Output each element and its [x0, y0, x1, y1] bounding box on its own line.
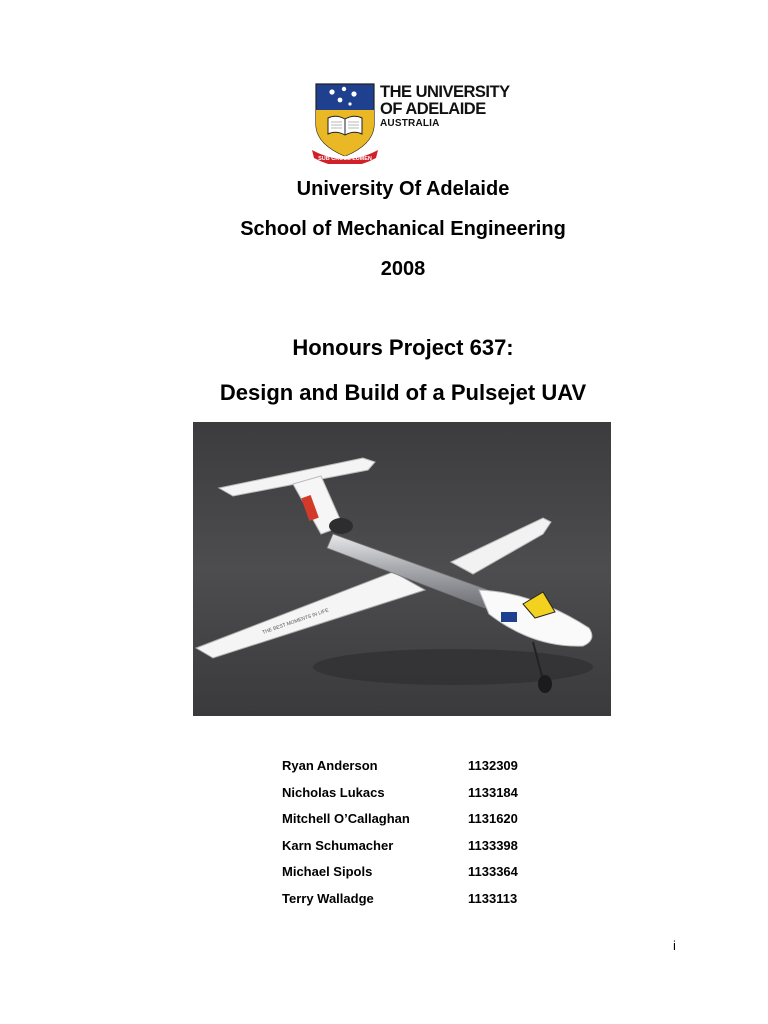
student-id: 1132309 — [468, 758, 518, 773]
student-id: 1133184 — [468, 785, 518, 800]
year-heading: 2008 — [380, 258, 426, 280]
member-name: Nicholas Lukacs — [282, 785, 385, 800]
student-id: 1133113 — [468, 891, 518, 906]
pulsejet-uav-icon — [193, 422, 611, 716]
team-member-row — [282, 785, 542, 805]
page-number: i — [673, 938, 676, 953]
project-number: Honours Project 637: — [292, 335, 514, 360]
member-name: Karn Schumacher — [282, 838, 394, 853]
member-name: Michael Sipols — [282, 864, 373, 879]
university-crest-icon — [310, 80, 380, 164]
team-member-row — [282, 758, 542, 778]
team-member-row — [282, 838, 542, 858]
school-heading: School of Mechanical Engineering — [240, 218, 566, 240]
member-name: Ryan Anderson — [282, 758, 378, 773]
logo-title-line2: OF ADELAIDE — [380, 100, 486, 118]
member-name: Terry Walladge — [282, 891, 374, 906]
student-id: 1131620 — [468, 811, 518, 826]
student-id: 1133398 — [468, 838, 518, 853]
university-logo — [310, 80, 510, 164]
project-title: Design and Build of a Pulsejet UAV — [219, 380, 587, 405]
svg-text:SUB CRUCE LUMEN: SUB CRUCE LUMEN — [318, 156, 372, 162]
svg-text:THE BEST MOMENTS IN LIFE: THE BEST MOMENTS IN LIFE — [261, 607, 330, 636]
team-member-row — [282, 891, 542, 911]
uav-photo — [193, 422, 611, 716]
team-member-row — [282, 811, 542, 831]
logo-title-line1: THE UNIVERSITY — [380, 83, 510, 101]
university-heading: University Of Adelaide — [296, 178, 510, 200]
logo-country: AUSTRALIA — [380, 118, 440, 129]
member-name: Mitchell O’Callaghan — [282, 811, 410, 826]
team-member-row — [282, 864, 542, 884]
student-id: 1133364 — [468, 864, 518, 879]
